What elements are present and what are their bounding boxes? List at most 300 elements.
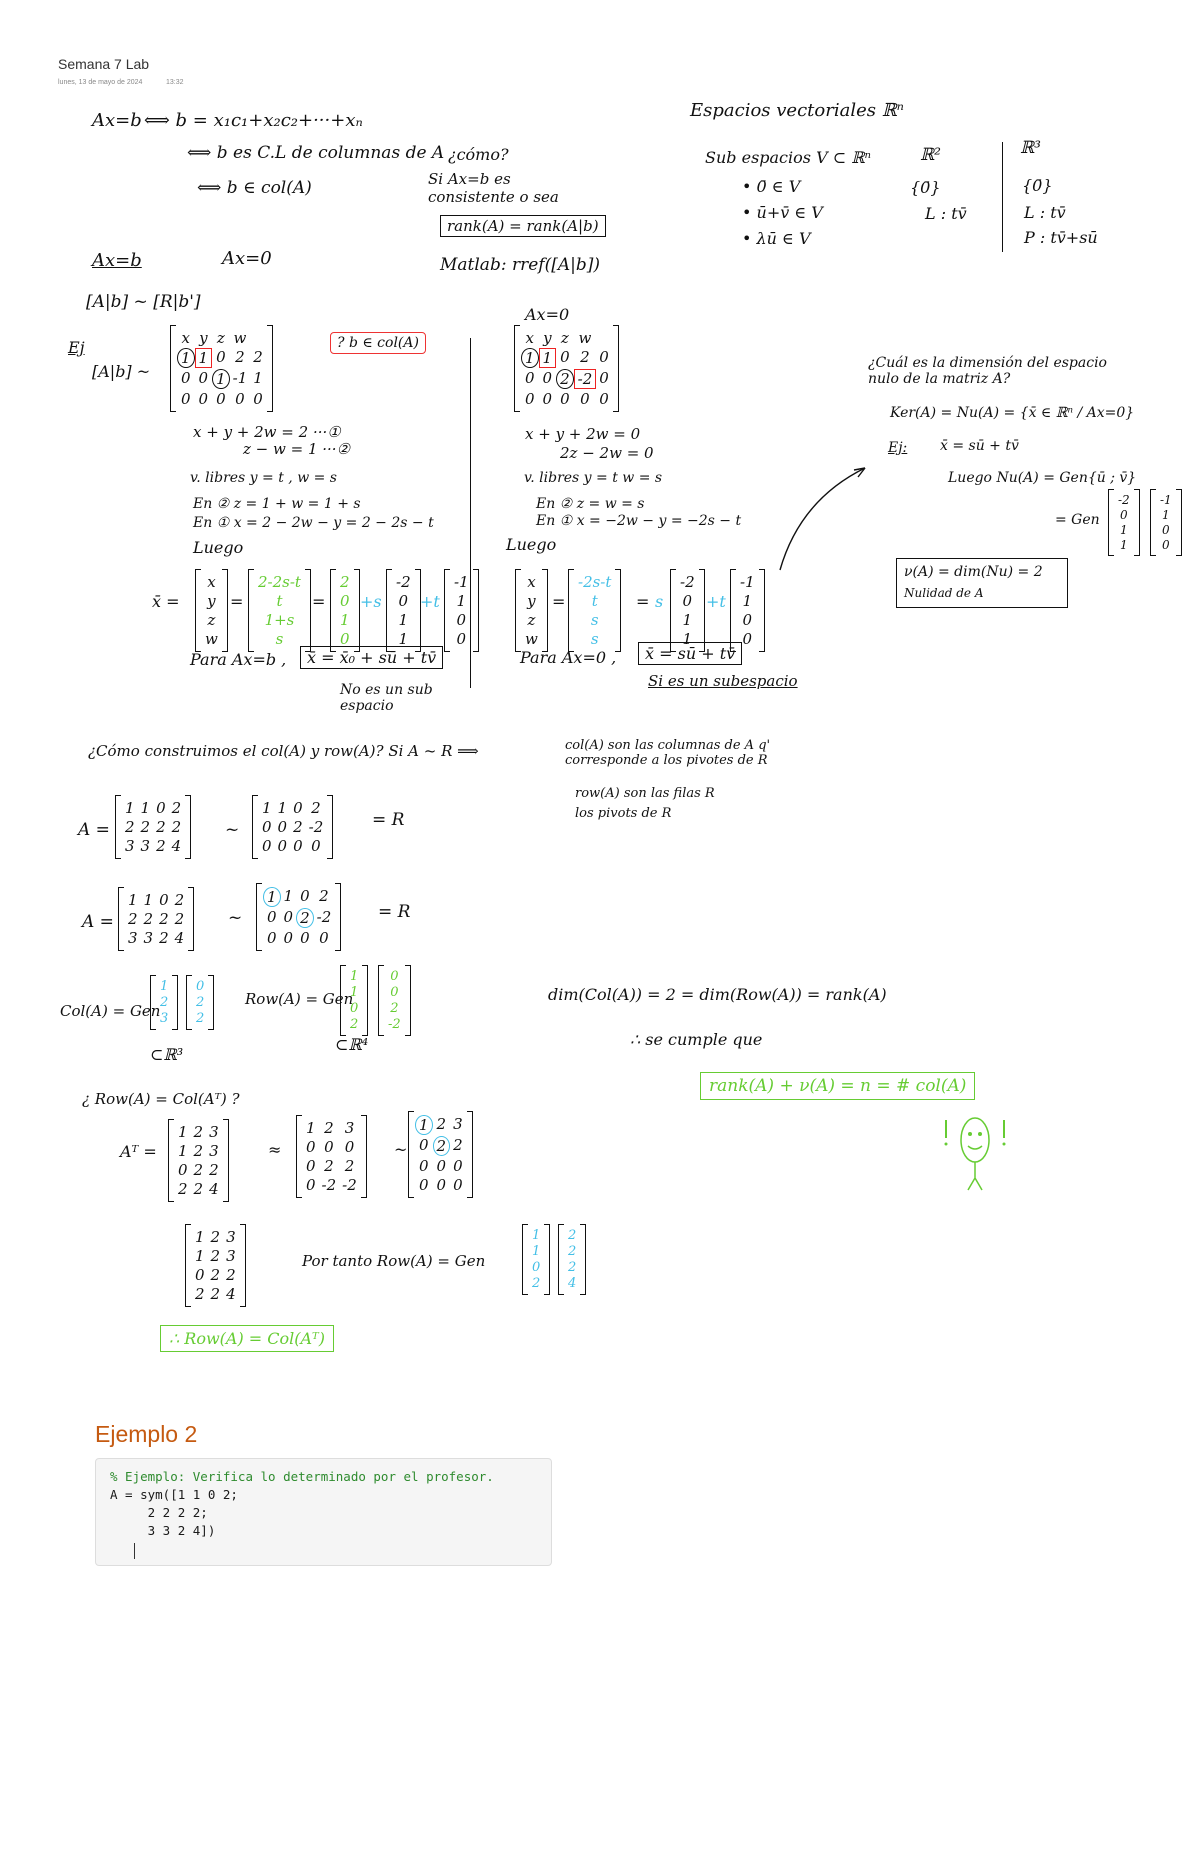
null-basis-v [1150,490,1182,555]
matrix-entry: 0 [1162,523,1170,537]
matrix-entry: 2 [340,573,350,591]
note: Sub espacios V ⊂ ℝⁿ [705,148,871,167]
matrix-entry: 2 [193,1123,204,1141]
matrix-entry: 0 [560,390,570,408]
matrix-A [115,796,191,858]
matrix-entry: -2 [321,1176,337,1194]
matrix-entry: 0 [398,592,409,610]
label: Aᵀ = [120,1142,157,1161]
matrix-entry: 2 [159,910,169,928]
code-line: 2 2 2 2; [110,1505,208,1520]
matrix-entry: 0 [293,837,303,855]
matrix-entry: 0 [235,390,245,408]
vector-v [444,570,479,651]
divider [1002,142,1003,252]
matrix-entry: 2 [193,1142,204,1160]
matrix-entry: 4 [568,1276,577,1291]
matrix-entry: 0 [277,818,288,836]
matrix-entry: 2 [436,1115,447,1133]
matrix-entry: 1 [195,348,213,368]
matrix-entry: 2 [235,348,245,366]
matrix-entry: 1 [263,887,281,907]
matrix-entry: 1 [1120,538,1128,552]
matrix-entry: t [276,592,283,610]
matrix-entry: 2 [174,910,185,928]
matrix-entry: -1 [454,573,469,591]
heading: Ax=b [92,250,142,271]
equation: x + y + 2w = 0 [525,425,641,443]
matrix-entry: y [207,592,216,610]
note: v. libres y = t , w = s [190,470,337,486]
matrix-entry: 1 [1120,523,1128,537]
matrix-entry: 1 [277,799,288,817]
note: P : tv̄+sū [1024,228,1098,247]
arrow [770,460,870,580]
code-editor[interactable] [95,1458,552,1566]
matrix-entry: 0 [300,929,310,947]
matrix-entry: 2 [319,887,329,905]
matrix-entry: 4 [226,1285,236,1303]
matrix-entry: 0 [532,1260,541,1275]
matrix-entry: -2 [388,1017,401,1032]
matrix-entry: 2 [143,910,154,928]
note: En ① x = −2w − y = −2s − t [536,513,742,529]
matrix-entry: -1 [740,573,755,591]
matrix-entry: 2 [178,1180,188,1198]
augmented-matrix [170,326,273,411]
rowAT-basis-2 [558,1225,586,1294]
note: En ② z = 1 + w = 1 + s [193,496,361,512]
solution-set: x̄ = x̄₀ + sū + tv̄ [300,646,443,669]
matrix-entry: 2 [209,1161,219,1179]
note: ∴ se cumple que [630,1030,763,1049]
matrix-entry: 0 [283,908,294,926]
matrix-entry: 0 [436,1176,447,1194]
equation: z − w = 1 ···② [243,440,351,458]
note: Matlab: rref([A|b]) [440,255,600,275]
matrix-entry: 0 [742,630,753,648]
matrix-entry: 3 [143,929,154,947]
matrix-entry: 2 [156,837,166,855]
note: L : tv̄ [925,204,967,223]
matrix-entry: 2 [226,1266,236,1284]
label: ~ [225,820,240,840]
vector-x [195,570,228,651]
rank-condition: rank(A) = rank(A|b) [440,215,606,237]
matrix-entry: 0 [262,818,272,836]
divider [470,338,471,688]
note: Ax=b [92,110,142,131]
matrix-entry: 1 [742,592,753,610]
matrix-entry: t [591,592,598,610]
matrix-entry: 1 [398,630,409,648]
matrix-entry: 0 [436,1157,447,1175]
matrix-entry: 0 [156,799,166,817]
matrix-entry: 0 [419,1157,429,1175]
vector-u [670,570,705,651]
matrix-entry: -2 [342,1176,357,1194]
matrix-entry: 0 [1120,508,1128,522]
matrix-entry: 1 [682,611,693,629]
matrix-entry: 2 [568,1228,577,1243]
matrix-entry: 2 [253,348,263,366]
matrix-entry: x [527,573,536,591]
matrix-entry: 0 [159,891,169,909]
matrix-entry: 3 [453,1115,463,1133]
code-line: A = sym([1 1 0 2; [110,1487,238,1502]
solution-vector [248,570,311,651]
matrix-entry: s [590,630,599,648]
matrix-entry: 2 [324,1119,334,1137]
label: Col(A) = Gen [60,1002,161,1020]
note: ⊂ℝ³ [150,1045,184,1064]
matrix-entry: 2 [433,1136,451,1156]
note: En ① x = 2 − 2w − y = 2 − 2s − t [193,515,434,531]
rank-nullity-theorem: rank(A) + ν(A) = n = # col(A) [700,1072,975,1100]
matrix-entry: 0 [742,611,753,629]
matrix-entry: 0 [277,837,288,855]
matrix-entry: 1 [253,369,263,387]
label: = R [372,810,405,830]
solution-vector-homog [568,570,621,651]
question-box: ? b ∈ col(A) [330,332,426,354]
note: • ū+v̄ ∈ V [742,203,823,222]
matrix-entry: 0 [542,390,553,408]
label: Por tanto Row(A) = Gen [302,1252,486,1270]
matrix-entry: 3 [128,929,138,947]
matrix-entry: -2 [316,908,332,926]
matrix-entry: x [181,329,190,347]
matrix-AT-echelon [408,1112,473,1197]
matrix-entry: 2 [174,891,185,909]
matrix-entry: z [560,329,569,347]
note: Espacios vectoriales ℝⁿ [690,100,904,121]
heading: Ax=0 [222,248,272,269]
matrix-AT-step [296,1116,367,1197]
matrix-entry: 2 [556,369,574,389]
matrix-entry: 1 [340,611,350,629]
matrix-entry: 0 [580,390,590,408]
question: ¿ Row(A) = Col(Aᵀ) ? [82,1090,240,1108]
page-title: Semana 7 Lab [58,56,150,72]
matrix-entry: 3 [125,837,135,855]
matrix-entry: 1 [350,969,359,984]
note: [A|b] ~ [R|b'] [86,292,201,312]
matrix-entry: 1 [195,1247,205,1265]
label: A = [78,820,110,840]
note: Si es un subespacio [648,672,798,690]
nullity: ν(A) = dim(Nu) = 2 [904,564,1043,580]
matrix-entry: 2 [156,818,166,836]
matrix-entry: 0 [306,1157,316,1175]
matrix-entry: 1 [456,592,467,610]
matrix-entry: 0 [306,1176,316,1194]
note: • λū ∈ V [742,229,811,248]
matrix-entry: x [207,573,216,591]
matrix-entry: 1 [212,369,230,389]
col-basis-2 [186,976,214,1029]
matrix-entry: 0 [542,369,553,387]
matrix-AT [168,1120,229,1201]
matrix-entry: 0 [181,390,191,408]
equation: 2z − 2w = 0 [560,444,654,462]
matrix-entry: 3 [226,1228,236,1246]
note: Luego [506,535,557,554]
note: x̄ = [152,592,180,611]
matrix-entry: 0 [419,1136,429,1154]
matrix-entry: 2 [210,1266,221,1284]
note: {0̄} [910,178,941,197]
matrix-entry: 0 [390,969,399,984]
note: ⊂ℝ⁴ [335,1035,369,1054]
matrix-entry: 0 [525,369,535,387]
matrix-entry: 1 [160,979,169,994]
matrix-entry: 0 [453,1176,463,1194]
matrix-entry: 1 [398,611,409,629]
matrix-entry: 0 [319,929,329,947]
note: los pivots de R [575,806,672,821]
matrix-entry: 0 [267,908,277,926]
rowAT-basis-1 [522,1225,550,1294]
matrix-entry: 1 [262,799,272,817]
row-basis-2 [378,966,411,1035]
matrix-entry: 0 [344,1138,355,1156]
matrix-entry: 2 [128,910,138,928]
matrix-entry: -1 [232,369,248,387]
matrix-entry: -2 [680,573,695,591]
matrix-entry: 4 [171,837,182,855]
matrix-entry: 1 [521,348,539,368]
matrix-entry: 3 [209,1142,219,1160]
matrix-entry: 0 [1162,538,1170,552]
vector-v [730,570,765,651]
matrix-entry: 0 [198,369,209,387]
label: ≈ [268,1140,282,1159]
solution-set-homog: x̄ = sū + tv̄ [638,642,742,665]
matrix-entry: 2 [580,348,590,366]
note: col(A) son las columnas de A q' corresponde a los pivotes de R [565,738,771,768]
note: Para Ax=b , [190,650,287,669]
note: Luego [193,538,244,557]
note: [A|b] ~ [92,362,151,381]
matrix-entry: 0 [311,837,321,855]
dimension-statement: dim(Col(A)) = 2 = dim(Row(A)) = rank(A) [548,985,887,1004]
note: ⟺ b es C.L de columnas de A [187,143,445,163]
matrix-entry: 2 [293,818,303,836]
note: x̄ = sū + tv̄ [940,438,1019,454]
matrix-entry: 0 [283,929,294,947]
matrix-entry [250,329,266,347]
matrix-entry: 2-2s-t [258,573,301,591]
matrix-entry: 1 [682,630,693,648]
matrix-entry: 1 [178,1123,188,1141]
matrix-entry: w [205,630,218,648]
matrix-entry: 0 [340,630,350,648]
note: Para Ax=0 , [520,648,617,667]
matrix-entry: 2 [532,1276,541,1291]
matrix-entry: 2 [390,1001,399,1016]
matrix-entry: 2 [453,1136,463,1154]
matrix-A-marked [118,888,194,950]
matrix-entry: 0 [525,390,535,408]
matrix-entry: 2 [568,1244,577,1259]
matrix-entry: 1 [283,887,294,905]
matrix-entry: z [207,611,216,629]
matrix-entry: 1 [350,985,359,1000]
matrix-entry: 0 [216,348,226,366]
matrix-entry: 1 [195,1228,205,1246]
matrix-entry: 1 [177,348,195,368]
matrix-entry: 1 [143,891,154,909]
matrix-entry: 1 [415,1115,433,1135]
matrix-entry: 2 [171,818,182,836]
heading: Ax=0 [525,305,570,324]
matrix-entry: 2 [140,818,151,836]
matrix-entry: w [578,329,592,347]
definition: Ker(A) = Nu(A) = {x̄ ∈ ℝⁿ / Ax=0} [890,405,1135,421]
matrix-entry: 1 [128,891,138,909]
note: En ② z = w = s [536,496,645,512]
note: Si Ax=b es consistente o sea [428,170,559,206]
note: = Gen [1055,512,1100,528]
vector-u [386,570,421,651]
vector-x [515,570,548,651]
matrix-entry: 0 [599,369,609,387]
note: ⟺ b = x₁c₁+x₂c₂+···+xₙ [144,110,363,131]
matrix-entry: 0 [195,1266,205,1284]
matrix-entry: 0 [682,592,693,610]
matrix-entry: 0 [267,929,277,947]
null-basis-u [1108,490,1140,555]
matrix-entry: y [527,592,536,610]
note: Ej [68,338,85,357]
label: Row(A) = Gen [245,990,354,1008]
matrix-entry: 2 [296,908,314,928]
matrix-entry: s [590,611,599,629]
matrix-entry: 1 [539,348,557,368]
matrix-entry: 2 [210,1285,221,1303]
matrix-entry: 1 [125,799,135,817]
matrix-entry: 0 [419,1176,429,1194]
matrix-entry: 2 [159,929,169,947]
matrix-entry: 0 [178,1161,188,1179]
matrix-entry: -2 [308,818,324,836]
note: ℝ² [920,145,941,165]
matrix-AT-marked [185,1225,246,1306]
matrix-R-marked [256,884,341,950]
matrix-entry: 2 [196,1011,205,1026]
matrix-entry: 1 [178,1142,188,1160]
matrix-entry: 4 [174,929,185,947]
matrix-entry: z [527,611,536,629]
question: ¿Cómo construimos el col(A) y row(A)? Si A ~ R ⟹ [88,742,479,760]
matrix-entry: 0 [196,979,205,994]
matrix-entry: 0 [599,390,609,408]
matrix-entry: 2 [350,1017,359,1032]
matrix-entry: 3 [140,837,151,855]
note: L : tv̄ [1024,203,1066,222]
smiley-icon [940,1110,1010,1200]
note: {0̄} [1022,176,1053,195]
equation: x + y + 2w = 2 ···① [193,423,341,441]
matrix-entry: x [525,329,534,347]
matrix-entry: 0 [181,369,191,387]
page-date: lunes, 13 de mayo de 2024 [58,79,143,86]
code-line: % Ejemplo: Verifica lo determinado por el profesor. [110,1469,494,1484]
matrix-entry: -2 [396,573,411,591]
matrix-entry: 2 [125,818,135,836]
matrix-entry: 0 [350,1001,359,1016]
matrix-entry: 2 [195,1285,205,1303]
note: No es un sub espacio [340,682,433,714]
matrix-entry: 2 [160,995,169,1010]
matrix-entry: 0 [340,592,350,610]
matrix-entry: 3 [160,1011,169,1026]
label: = R [378,902,411,922]
matrix-entry: 3 [344,1119,355,1137]
note: Luego Nu(A) = Gen{ū ; v̄} [948,470,1137,486]
augmented-matrix-homog [514,326,619,411]
matrix-entry: 2 [171,799,182,817]
col-basis-1 [150,976,178,1029]
note: Ej: [888,440,908,456]
matrix-entry: 0 [456,630,467,648]
matrix-entry: 1 [140,799,151,817]
matrix-entry: 2 [210,1228,221,1246]
matrix-entry [596,329,612,347]
matrix-entry: 2 [196,995,205,1010]
text-cursor [134,1543,135,1559]
matrix-entry: 1 [306,1119,316,1137]
matrix-entry: 0 [216,390,226,408]
matrix-entry: -2s-t [578,573,612,591]
matrix-entry: w [525,630,538,648]
matrix-entry: 2 [324,1157,334,1175]
question: ¿Cuál es la dimensión del espacio nulo de la matriz A? [868,355,1107,387]
matrix-entry: 4 [209,1180,219,1198]
matrix-entry: 0 [390,985,399,1000]
matrix-entry: 3 [226,1247,236,1265]
label: ~ [394,1140,408,1159]
matrix-entry: 2 [568,1260,577,1275]
matrix-entry: 0 [560,348,570,366]
matrix-entry: -1 [1160,493,1172,507]
matrix-entry: 0 [293,799,303,817]
matrix-entry: y [543,329,552,347]
matrix-entry: 2 [193,1161,204,1179]
matrix-entry: 0 [324,1138,334,1156]
label: A = [82,912,114,932]
matrix-R [252,796,333,858]
matrix-entry: 2 [311,799,321,817]
matrix-entry: 1 [532,1228,541,1243]
particular-vector [330,570,360,651]
label: ~ [228,908,243,928]
matrix-entry: 0 [599,348,609,366]
section-heading: Ejemplo 2 [95,1421,198,1447]
matrix-entry: 0 [453,1157,463,1175]
matrix-entry: 1 [1162,508,1170,522]
matrix-entry: 2 [193,1180,204,1198]
matrix-entry: -2 [574,369,597,389]
matrix-entry: -2 [1118,493,1130,507]
row-basis-1 [340,966,368,1035]
matrix-entry: 3 [209,1123,219,1141]
note: Nulidad de A [904,586,984,600]
matrix-entry: 0 [306,1138,316,1156]
note: row(A) son las filas R [575,786,715,801]
note: v. libres y = t w = s [524,470,663,486]
